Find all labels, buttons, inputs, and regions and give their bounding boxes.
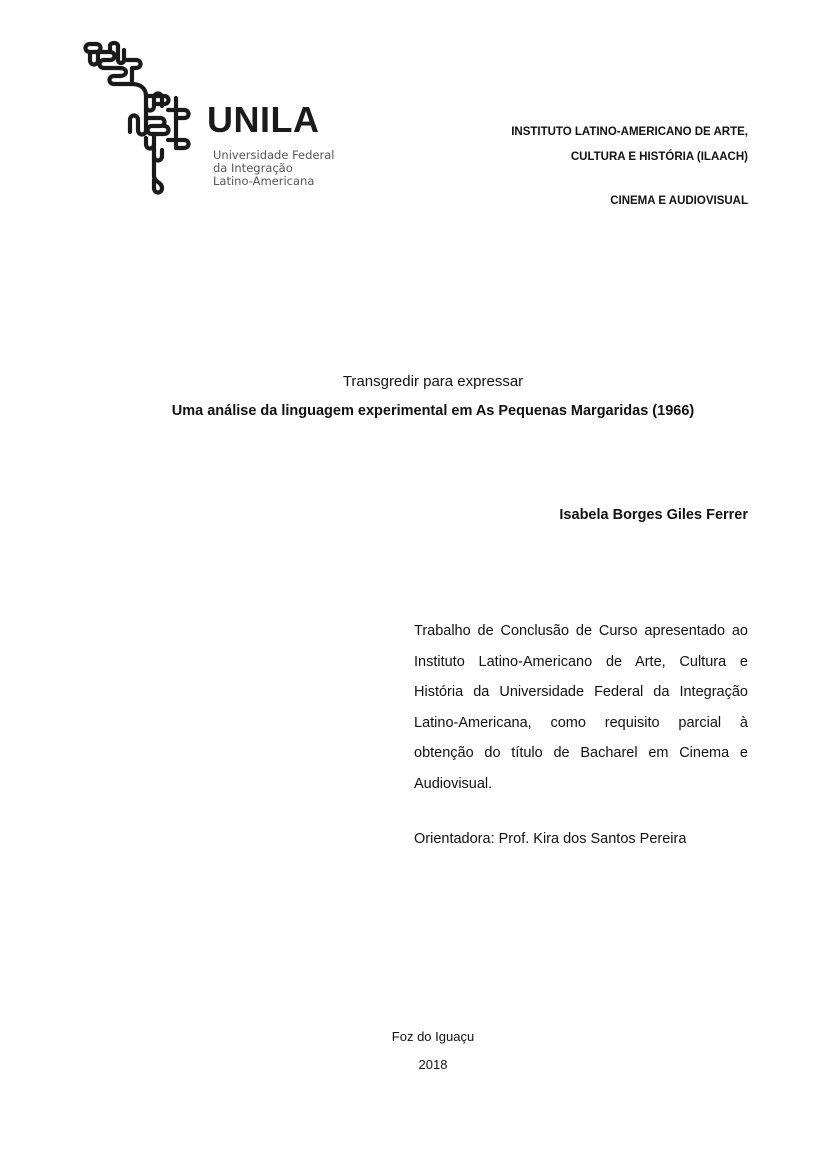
thesis-title: Transgredir para expressar [342,373,524,390]
thesis-description: Trabalho de Conclusão de Curso apresentado ao Instituto Latino-Americano de Arte, Cultura e História da Universidade Federal da Integração Latino-Americana, como requisito parcial à obtenção do título de Bacharel em Cinema e Audiovisual. [414,623,748,792]
institute-header [511,120,748,170]
author-name: Isabela Borges Giles Ferrer [559,507,748,523]
unila-subtitle-line: Latino-Americana [213,174,315,188]
city: Foz do Iguaçu [391,1029,475,1044]
course-name: CINEMA E AUDIOVISUAL [610,195,748,207]
unila-subtitle [213,149,334,188]
institute-line: CULTURA E HISTÓRIA (ILAACH) [570,151,748,163]
thesis-subtitle: Uma análise da linguagem experimental em As Pequenas Margaridas (1966) [171,403,695,419]
advisor-name: Orientadora: Prof. Kira dos Santos Pereira [414,831,687,847]
year: 2018 [418,1057,448,1072]
unila-subtitle-line: Universidade Federal [213,148,335,162]
unila-subtitle-line: da Integração [213,161,293,175]
unila-logo [80,40,340,200]
unila-logo-icon [80,40,210,200]
institute-line: INSTITUTO LATINO-AMERICANO DE ARTE, [511,126,748,138]
unila-wordmark: UNILA [207,99,320,140]
